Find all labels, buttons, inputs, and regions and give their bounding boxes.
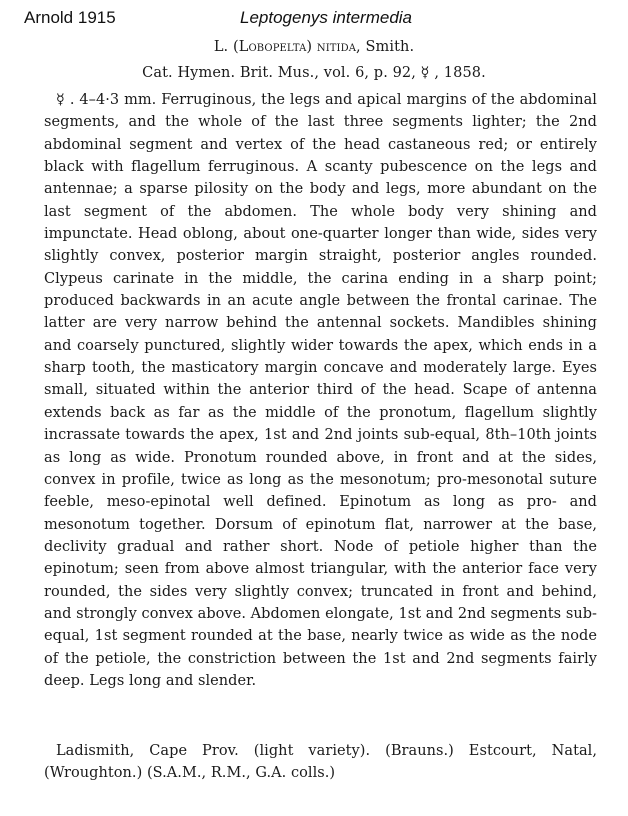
taxon-genus-abbrev: L.: [213, 39, 229, 55]
header-species: Leptogenys intermedia: [240, 8, 413, 27]
description-paragraph: ☿ . 4–4·3 mm. Ferruginous, the legs and apical margins of the abdominal segments, and the whole of the last three segments lighter; the 2nd abdominal segment and vertex of the head castaneous red; or entirely black with flagellum ferruginous. A scanty pubescence on the legs and antennae; a sparse pilosity on the body and legs, more abundant on the last segment of the abdomen. The whole body very shining and impunctate. Head oblong, about one-quarter longer than wide, sides very slightly convex, posterior margin straight, posterior angles rounded. Clypeus carinate in the middle, the carina ending in a sharp point; produced backwards in an acute angle between the frontal carinae. The latter are very narrow behind the antennal sockets. Mandibles shining and coarsely punctured, slightly wider towards the apex, which ends in a sharp tooth, the masticatory margin concave and moderately large. Eyes small, situated within the anterior third of the head. Scape of antenna extends back as far as the middle of the pronotum, flagellum slightly incrassate towards the apex, 1st and 2nd joints sub-equal, 8th–10th joints as long as wide. Pronotum rounded above, in front and at the sides, convex in profile, twice as long as the mesonotum; pro-mesonotal suture feeble, meso-epinotal well defined. Epinotum as long as pro- and mesonotum together. Dorsum of epinotum flat, narrower at the base, declivity gradual and rather short. Node of petiole higher than the epinotum; seen from above almost triangular, with the anterior face very rounded, the sides very slightly convex; truncated in front and behind, and strongly convex above. Abdomen elongate, 1st and 2nd segments sub-equal, 1st segment rounded at the base, nearly twice as wide as the node of the petiole, the constriction between the 1st and 2nd segments fairly deep. Legs long and slender.: [44, 92, 597, 689]
taxon-authority: , Smith.: [356, 39, 415, 55]
taxon-subgenus: (Lobopelta): [232, 39, 313, 55]
page-header: [0, 8, 628, 34]
locality-paragraph: Ladismith, Cape Prov. (light variety). (Brauns.) Estcourt, Natal, (Wroughton.) (S.A.M., R.M., G.A. colls.): [44, 743, 597, 782]
header-author: Arnold 1915: [24, 8, 116, 27]
taxon-heading: [0, 36, 628, 58]
citation: Cat. Hymen. Brit. Mus., vol. 6, p. 92, ☿ , 1858.: [142, 65, 486, 81]
taxon-species: nitida: [316, 39, 357, 55]
